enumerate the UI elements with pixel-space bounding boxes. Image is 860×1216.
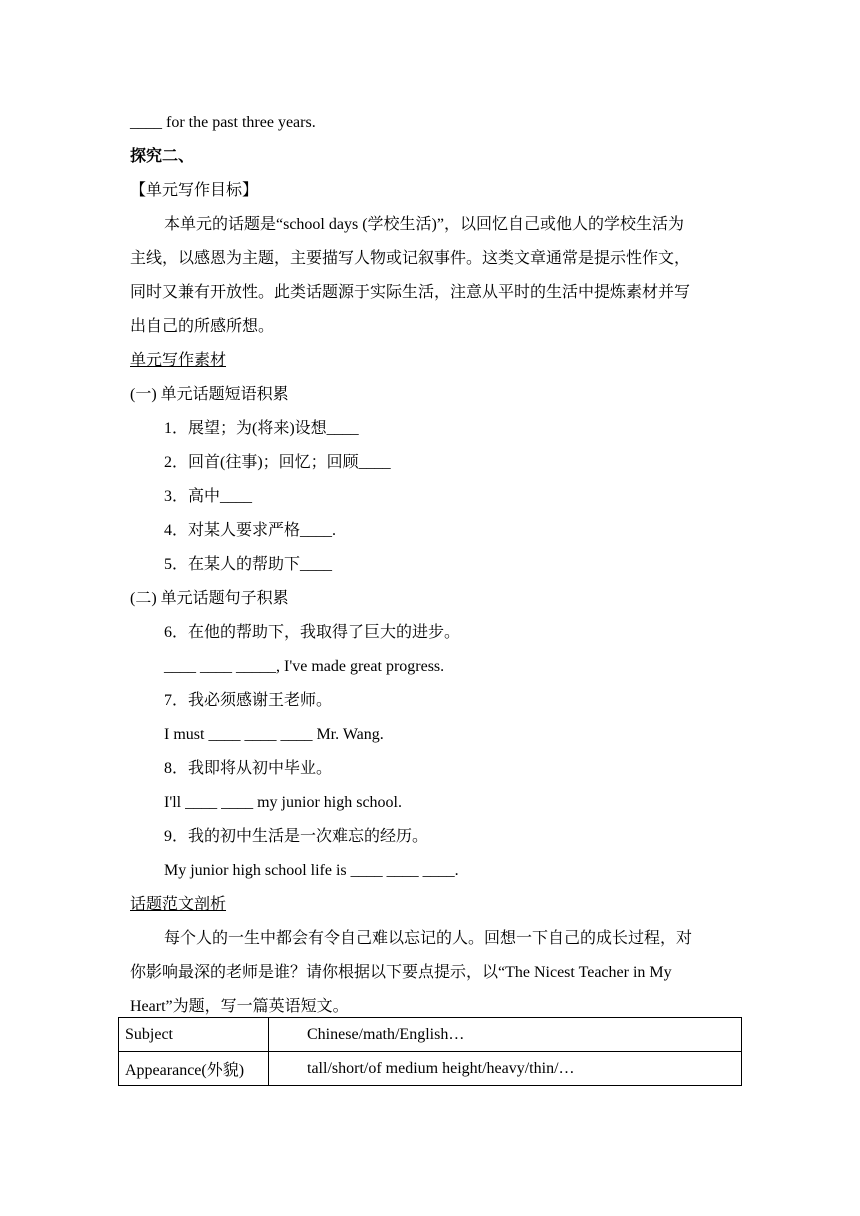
- fill-in-sentence: I must ____ ____ ____ Mr. Wang.: [164, 726, 384, 743]
- paragraph-line: Heart”为题，写一篇英语短文。: [130, 998, 349, 1015]
- paragraph-line: 出自己的所感所想。: [130, 318, 275, 335]
- paragraph-line: 本单元的话题是“school days (学校生活)”，以回忆自己或他人的学校生活为: [164, 216, 684, 233]
- list-item: 5．在某人的帮助下____: [164, 556, 333, 573]
- paragraph-line: 主线，以感恩为主题，主要描写人物或记叙事件。这类文章通常是提示性作文，: [130, 250, 691, 267]
- paragraph-line: 每个人的一生中都会有令自己难以忘记的人。回想一下自己的成长过程，对: [164, 930, 693, 947]
- list-item: 4．对某人要求严格____.: [164, 522, 337, 539]
- table-cell-value: Chinese/math/English…: [269, 1018, 742, 1052]
- paragraph-line: 你影响最深的老师是谁？请你根据以下要点提示，以“The Nicest Teacher in My: [130, 964, 672, 981]
- section-title: 话题范文剖析: [130, 896, 227, 913]
- paragraph-line: 同时又兼有开放性。此类话题源于实际生活，注意从平时的生活中提炼素材并写: [130, 284, 691, 301]
- subsection-title: (一) 单元话题短语积累: [130, 386, 289, 403]
- table-row: [119, 1052, 742, 1086]
- list-item: 8．我即将从初中毕业。: [164, 760, 333, 777]
- table-cell-label: Subject: [119, 1018, 269, 1052]
- subsection-heading: 【单元写作目标】: [130, 182, 259, 199]
- list-item: 9．我的初中生活是一次难忘的经历。: [164, 828, 429, 845]
- list-item: 6．在他的帮助下，我取得了巨大的进步。: [164, 624, 461, 641]
- table-cell-label: Appearance(外貌): [119, 1052, 269, 1086]
- list-item: 2．回首(往事)；回忆；回顾____: [164, 454, 391, 471]
- table-cell-value: tall/short/of medium height/heavy/thin/…: [269, 1052, 742, 1086]
- section-heading: 探究二、: [130, 148, 195, 165]
- prompt-table: [118, 1017, 742, 1086]
- text-line: ____ for the past three years.: [130, 114, 316, 131]
- fill-in-sentence: I'll ____ ____ my junior high school.: [164, 794, 402, 811]
- list-item: 7．我必须感谢王老师。: [164, 692, 333, 709]
- subsection-title: (二) 单元话题句子积累: [130, 590, 289, 607]
- table-row: [119, 1018, 742, 1052]
- list-item: 1．展望；为(将来)设想____: [164, 420, 359, 437]
- fill-in-sentence: My junior high school life is ____ ____ ____.: [164, 862, 459, 879]
- fill-in-sentence: ____ ____ _____, I've made great progress.: [164, 658, 445, 675]
- section-title: 单元写作素材: [130, 352, 227, 369]
- list-item: 3．高中____: [164, 488, 253, 505]
